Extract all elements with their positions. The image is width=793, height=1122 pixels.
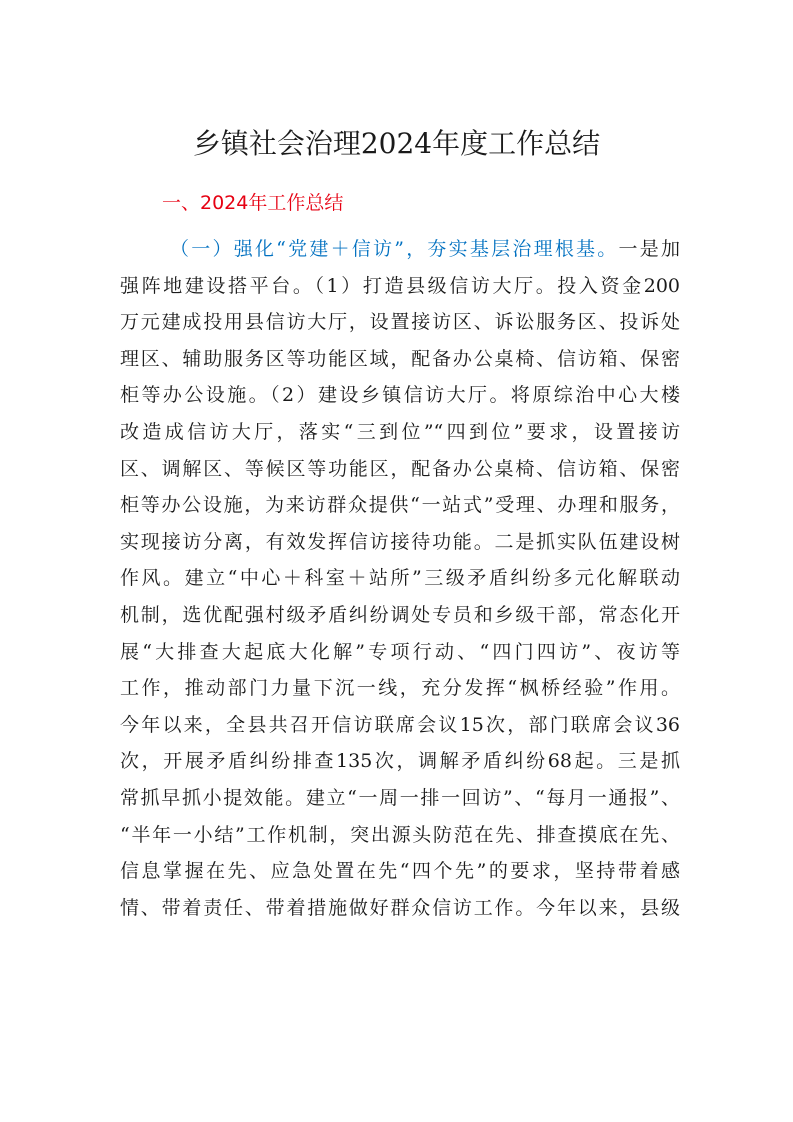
body-line: “半年一小结”工作机制，突出源头防范在先、排查摸底在先、 bbox=[120, 823, 680, 846]
body-line: 作风。建立“中心＋科室＋站所”三级矛盾纠纷多元化解联动 bbox=[120, 567, 680, 590]
body-line: 柜等办公设施，为来访群众提供“一站式”受理、办理和服务， bbox=[120, 494, 680, 517]
body-line: 信息掌握在先、应急处置在先“四个先”的要求，坚持带着感 bbox=[120, 860, 680, 883]
body-line: 改造成信访大厅，落实“三到位”“四到位”要求，设置接访 bbox=[120, 420, 680, 443]
body-line: 展“大排查大起底大化解”专项行动、“四门四访”、夜访等 bbox=[120, 640, 680, 663]
body-line: 情、带着责任、带着措施做好群众信访工作。今年以来，县级 bbox=[120, 896, 680, 919]
body-line: 柜等办公设施。（2）建设乡镇信访大厅。将原综治中心大楼 bbox=[120, 384, 680, 407]
body-line bbox=[120, 231, 680, 268]
body-line: 区、调解区、等候区等功能区，配备办公桌椅、信访箱、保密 bbox=[120, 457, 680, 480]
body-line: 工作，推动部门力量下沉一线，充分发挥“枫桥经验”作用。 bbox=[120, 677, 680, 700]
body-text bbox=[120, 231, 680, 926]
body-line: 常抓早抓小提效能。建立“一周一排一回访”、“每月一通报”、 bbox=[120, 786, 680, 809]
body-line: 机制，选优配强村级矛盾纠纷调处专员和乡级干部，常态化开 bbox=[120, 603, 680, 626]
body-line-text: 一是加 bbox=[618, 238, 680, 260]
body-line: 强阵地建设搭平台。（1）打造县级信访大厅。投入资金200 bbox=[120, 274, 680, 297]
body-line: 理区、辅助服务区等功能区域，配备办公桌椅、信访箱、保密 bbox=[120, 347, 680, 370]
document-title: 乡镇社会治理2024年度工作总结 bbox=[192, 127, 601, 160]
body-line: 今年以来，全县共召开信访联席会议15次，部门联席会议36 bbox=[120, 713, 680, 736]
body-line: 次，开展矛盾纠纷排查135次，调解矛盾纠纷68起。三是抓 bbox=[120, 750, 680, 773]
body-line: 万元建成投用县信访大厅，设置接访区、诉讼服务区、投诉处 bbox=[120, 311, 680, 334]
body-line: 实现接访分离，有效发挥信访接待功能。二是抓实队伍建设树 bbox=[120, 530, 680, 553]
subsection-heading: （一）强化“党建＋信访”，夯实基层治理根基。 bbox=[170, 238, 619, 260]
section-heading: 一、2024年工作总结 bbox=[162, 192, 344, 214]
